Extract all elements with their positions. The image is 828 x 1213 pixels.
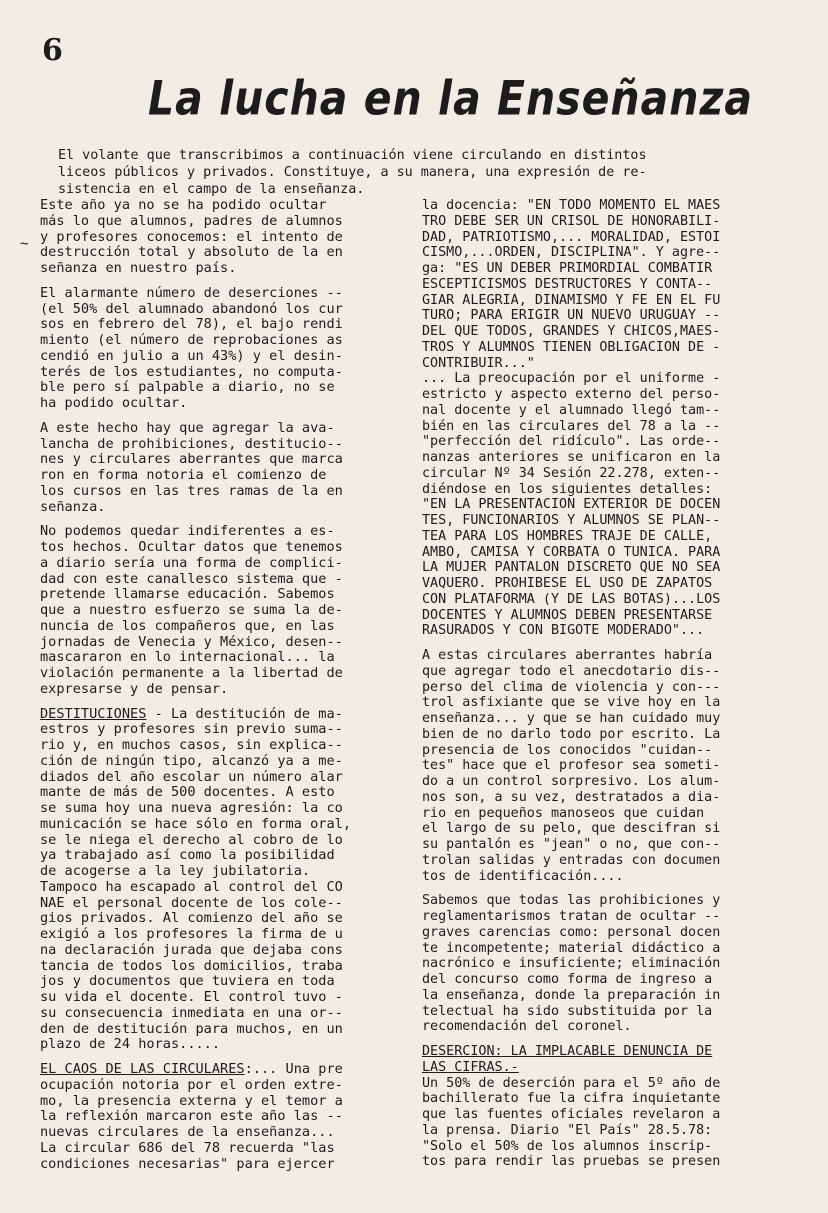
text-line: bachillerato fue la cifra inquietante bbox=[422, 1091, 721, 1107]
text-line: ble pero sí palpable a diario, no se bbox=[40, 379, 335, 396]
text-line: trolan salidas y entradas con documen bbox=[422, 852, 721, 868]
text-line: perso del clima de violencia y con--- bbox=[422, 679, 721, 695]
section-heading: DESTITUCIONES bbox=[40, 705, 147, 722]
text-line: na declaración jurada que dejaba cons bbox=[40, 941, 343, 958]
text-line: expresarse y de pensar. bbox=[40, 680, 229, 697]
text-line: la docencia: "EN TODO MOMENTO EL MAES bbox=[422, 198, 721, 213]
text-line: la enseñanza, donde la preparación in bbox=[422, 987, 721, 1003]
text-line: señanza en nuestro país. bbox=[40, 260, 237, 276]
text-line: TROS Y ALUMNOS TIENEN OBLIGACION DE - bbox=[422, 339, 721, 355]
text-line: A estas circulares aberrantes habría bbox=[422, 648, 713, 663]
text-line: sos en febrero del 78), el bajo rendi bbox=[40, 316, 343, 333]
text-line-rest: :... Una pre bbox=[244, 1061, 343, 1077]
text-line: ron en forma notoria el comienzo de bbox=[40, 467, 327, 483]
text-line: municación se hace sólo en forma oral, bbox=[40, 815, 351, 832]
article-paragraph bbox=[422, 198, 777, 639]
text-line-rest: - La destitución de ma- bbox=[146, 705, 343, 722]
text-line: los cursos en las tres ramas de la en bbox=[40, 482, 343, 499]
text-line: "EN LA PRESENTACION EXTERIOR DE DOCEN bbox=[422, 497, 721, 513]
text-line: la prensa. Diario "El País" 28.5.78: bbox=[422, 1122, 713, 1138]
article-paragraph bbox=[422, 648, 777, 884]
section-heading: DESERCION: LA IMPLACABLE DENUNCIA DE bbox=[422, 1044, 713, 1059]
text-line: nes y circulares aberrantes que marca bbox=[40, 451, 343, 468]
text-line: su consecuencia inmediata en una or-- bbox=[40, 1004, 343, 1021]
text-line: el largo de su pelo, que descifran si bbox=[422, 821, 721, 837]
intro-line: sistencia en el campo de la enseñanza. bbox=[58, 182, 365, 197]
text-line: te incompetente; material didáctico a bbox=[422, 940, 721, 956]
text-line: a diario sería una forma de complici- bbox=[40, 554, 343, 571]
text-line: DOCENTES Y ALUMNOS DEBEN PRESENTARSE bbox=[422, 607, 713, 623]
text-line: GIAR ALEGRIA, DINAMISMO Y FE EN EL FU bbox=[422, 292, 721, 308]
text-line: TRO DEBE SER UN CRISOL DE HONORABILI- bbox=[422, 213, 721, 229]
text-line: "perfección del ridículo". Las orde-- bbox=[422, 434, 721, 450]
text-line: RASURADOS Y CON BIGOTE MODERADO"... bbox=[422, 623, 705, 639]
text-line: TEA PARA LOS HOMBRES TRAJE DE CALLE, bbox=[422, 528, 713, 544]
intro-paragraph bbox=[58, 147, 778, 198]
text-line: tancia de todos los domicilios, traba bbox=[40, 957, 343, 974]
text-line: presencia de los conocidos "cuidan-- bbox=[422, 742, 713, 758]
text-line: nacrónico e insuficiente; eliminación bbox=[422, 956, 721, 972]
text-line: de acogerse a la ley jubilatoria. bbox=[40, 863, 311, 879]
text-line: rio en pequeños manoseos que cuidan bbox=[422, 805, 705, 821]
article-paragraph bbox=[40, 198, 395, 277]
text-line: bien de no darlo todo por escrito. La bbox=[422, 726, 721, 742]
text-line: circular Nº 34 Sesión 22.278, exten-- bbox=[422, 465, 721, 481]
text-line: más lo que alumnos, padres de alumnos bbox=[40, 212, 343, 229]
text-line: graves carencias como: personal docen bbox=[422, 924, 721, 940]
left-column bbox=[40, 198, 395, 1181]
text-line: "Solo el 50% de los alumnos inscrip- bbox=[422, 1138, 713, 1154]
text-line: jos y documentos que tuviera en toda bbox=[40, 973, 335, 990]
handwritten-margin-mark: ~ bbox=[20, 236, 29, 252]
text-line bbox=[422, 1044, 777, 1060]
text-line: LA MUJER PANTALON DISCRETO QUE NO SEA bbox=[422, 560, 721, 576]
text-line: DEL QUE TODOS, GRANDES Y CHICOS,MAES- bbox=[422, 324, 721, 339]
text-line: La circular 686 del 78 recuerda "las bbox=[40, 1139, 335, 1156]
text-line: tos de identificación.... bbox=[422, 868, 624, 884]
text-line: que a nuestro esfuerzo se suma la de- bbox=[40, 602, 343, 618]
text-line: terés de los estudiantes, no computa- bbox=[40, 363, 343, 380]
page-number: 6 bbox=[42, 33, 63, 68]
text-line: ... La preocupación por el uniforme - bbox=[422, 371, 721, 387]
text-line: tos para rendir las pruebas se presen bbox=[422, 1154, 721, 1170]
text-line: estros y profesores sin previo suma-- bbox=[40, 721, 343, 738]
text-line: lancha de prohibiciones, destitucio-- bbox=[40, 435, 343, 452]
text-line: la reflexión marcaron este año las -- bbox=[40, 1108, 343, 1125]
text-line: reglamentarismos tratan de ocultar -- bbox=[422, 909, 721, 924]
text-line: se suma hoy una nueva agresión: la co bbox=[40, 800, 343, 816]
text-line bbox=[40, 707, 395, 723]
section-heading: EL CAOS DE LAS CIRCULARES bbox=[40, 1061, 245, 1077]
text-line: del concurso como forma de ingreso a bbox=[422, 972, 713, 987]
article-paragraph bbox=[40, 707, 395, 1054]
text-line: mascararon en lo internacional... la bbox=[40, 649, 335, 666]
text-line: NAE el personal docente de los cole-- bbox=[40, 894, 343, 911]
text-line: trol asfixiante que se vive hoy en la bbox=[422, 695, 721, 711]
text-line: nuevas circulares de la enseñanza... bbox=[40, 1124, 335, 1140]
text-line: destrucción total y absoluto de la en bbox=[40, 244, 343, 261]
text-line: LAS CIFRAS.- bbox=[422, 1059, 519, 1075]
text-line: ya trabajado así como la posibilidad bbox=[40, 847, 335, 864]
text-line: su vida el docente. El control tuvo - bbox=[40, 989, 343, 1005]
text-line: El alarmante número de deserciones -- bbox=[40, 284, 343, 301]
text-line: estricto y aspecto externo del perso- bbox=[422, 387, 721, 402]
text-line: diados del año escolar un número alar bbox=[40, 768, 343, 785]
text-line: pretende llamarse educación. Sabemos bbox=[40, 586, 335, 603]
text-line: TURO; PARA ERIGIR UN NUEVO URUGUAY -- bbox=[422, 308, 721, 324]
text-line: den de destitución para muchos, en un bbox=[40, 1020, 343, 1037]
article-paragraph bbox=[40, 524, 395, 697]
text-line: Sabemos que todas las prohibiciones y bbox=[422, 893, 721, 909]
text-line: cendió en julio a un 43%) y el desin- bbox=[40, 347, 343, 364]
text-line: gios privados. Al comienzo del año se bbox=[40, 910, 343, 927]
text-line: DAD, PATRIOTISMO,... MORALIDAD, ESTOI bbox=[422, 229, 721, 245]
text-line: exigió a los profesores la firma de u bbox=[40, 926, 343, 942]
text-line: nanzas anteriores se unificaron en la bbox=[422, 450, 721, 465]
text-line: enseñanza... y que se han cuidado muy bbox=[422, 711, 721, 726]
text-line: A este hecho hay que agregar la ava- bbox=[40, 419, 335, 436]
article-paragraph bbox=[422, 1044, 777, 1170]
text-line: CONTRIBUIR..." bbox=[422, 355, 535, 371]
text-line: señanza. bbox=[40, 498, 106, 515]
text-line: que las fuentes oficiales revelaron a bbox=[422, 1107, 721, 1122]
text-line: Este año ya no se ha podido ocultar bbox=[40, 197, 327, 213]
intro-line: liceos públicos y privados. Constituye, a su manera, una expresión de re- bbox=[58, 165, 647, 180]
text-line: AMBO, CAMISA Y CORBATA O TUNICA. PARA bbox=[422, 544, 721, 560]
intro-line: El volante que transcribimos a continuación viene circulando en distintos bbox=[58, 148, 647, 163]
text-line: condiciones necesarias" para ejercer bbox=[40, 1155, 335, 1172]
article-paragraph bbox=[40, 421, 395, 516]
text-line: plazo de 24 horas..... bbox=[40, 1036, 221, 1053]
text-line: do a un control sorpresivo. Los alum- bbox=[422, 774, 721, 789]
text-line: ESCEPTICISMOS DESTRUCTORES Y CONTA-- bbox=[422, 276, 713, 292]
page-title: La lucha en la Enseñanza bbox=[148, 70, 753, 126]
text-line: tos hechos. Ocultar datos que tenemos bbox=[40, 539, 343, 555]
text-line: CON PLATAFORMA (Y DE LAS BOTAS)...LOS bbox=[422, 591, 721, 607]
text-line: se le niega el derecho al cobro de lo bbox=[40, 831, 343, 848]
text-line: nos son, a su vez, destratados a dia- bbox=[422, 789, 721, 805]
text-line: mo, la presencia externa y el temor a bbox=[40, 1092, 343, 1109]
text-line bbox=[40, 1062, 395, 1078]
text-line: ha podido ocultar. bbox=[40, 395, 188, 411]
text-line: miento (el número de reprobaciones as bbox=[40, 332, 343, 348]
text-line: mante de más de 500 docentes. A esto bbox=[40, 784, 335, 801]
article-paragraph bbox=[422, 893, 777, 1035]
text-line: No podemos quedar indiferentes a es- bbox=[40, 523, 335, 540]
text-line: jornadas de Venecia y México, desen-- bbox=[40, 633, 343, 650]
text-line: y profesores conocemos: el intento de bbox=[40, 228, 343, 245]
text-line: tes" hace que el profesor sea someti- bbox=[422, 758, 721, 774]
text-line: CISMO,...ORDEN, DISCIPLINA". Y agre-- bbox=[422, 245, 721, 261]
text-line: dad con este canallesco sistema que - bbox=[40, 570, 343, 587]
text-line: ga: "ES UN DEBER PRIMORDIAL COMBATIR bbox=[422, 261, 713, 276]
text-line: diéndose en los siguientes detalles: bbox=[422, 481, 713, 497]
right-column bbox=[422, 198, 777, 1179]
text-line: que agregar todo el anecdotario dis-- bbox=[422, 663, 721, 679]
text-line: TES, FUNCIONARIOS Y ALUMNOS SE PLAN-- bbox=[422, 513, 721, 528]
text-line: nal docente y el alumnado llegó tam-- bbox=[422, 402, 721, 418]
text-line: bién en las circulares del 78 a la -- bbox=[422, 418, 721, 434]
text-line: nuncia de los compañeros que, en las bbox=[40, 617, 335, 634]
article-paragraph bbox=[40, 1062, 395, 1172]
article-paragraph bbox=[40, 286, 395, 412]
text-line: su pantalón es "jean" o no, que con-- bbox=[422, 837, 721, 852]
text-line: (el 50% del alumnado abandonó los cur bbox=[40, 300, 343, 317]
text-line: ción de ningún tipo, alcanzó ya a me- bbox=[40, 752, 343, 769]
text-line: VAQUERO. PROHIBESE EL USO DE ZAPATOS bbox=[422, 576, 713, 591]
text-line: ocupación notoria por el orden extre- bbox=[40, 1076, 343, 1093]
text-line: recomendación del coronel. bbox=[422, 1019, 632, 1035]
text-line: telectual ha sido substituida por la bbox=[422, 1003, 713, 1019]
text-line: Un 50% de deserción para el 5º año de bbox=[422, 1075, 721, 1091]
text-line: rio y, en muchos casos, sin explica-- bbox=[40, 737, 343, 753]
text-line: violación permanente a la libertad de bbox=[40, 665, 343, 681]
text-line: Tampoco ha escapado al control del CO bbox=[40, 878, 343, 895]
